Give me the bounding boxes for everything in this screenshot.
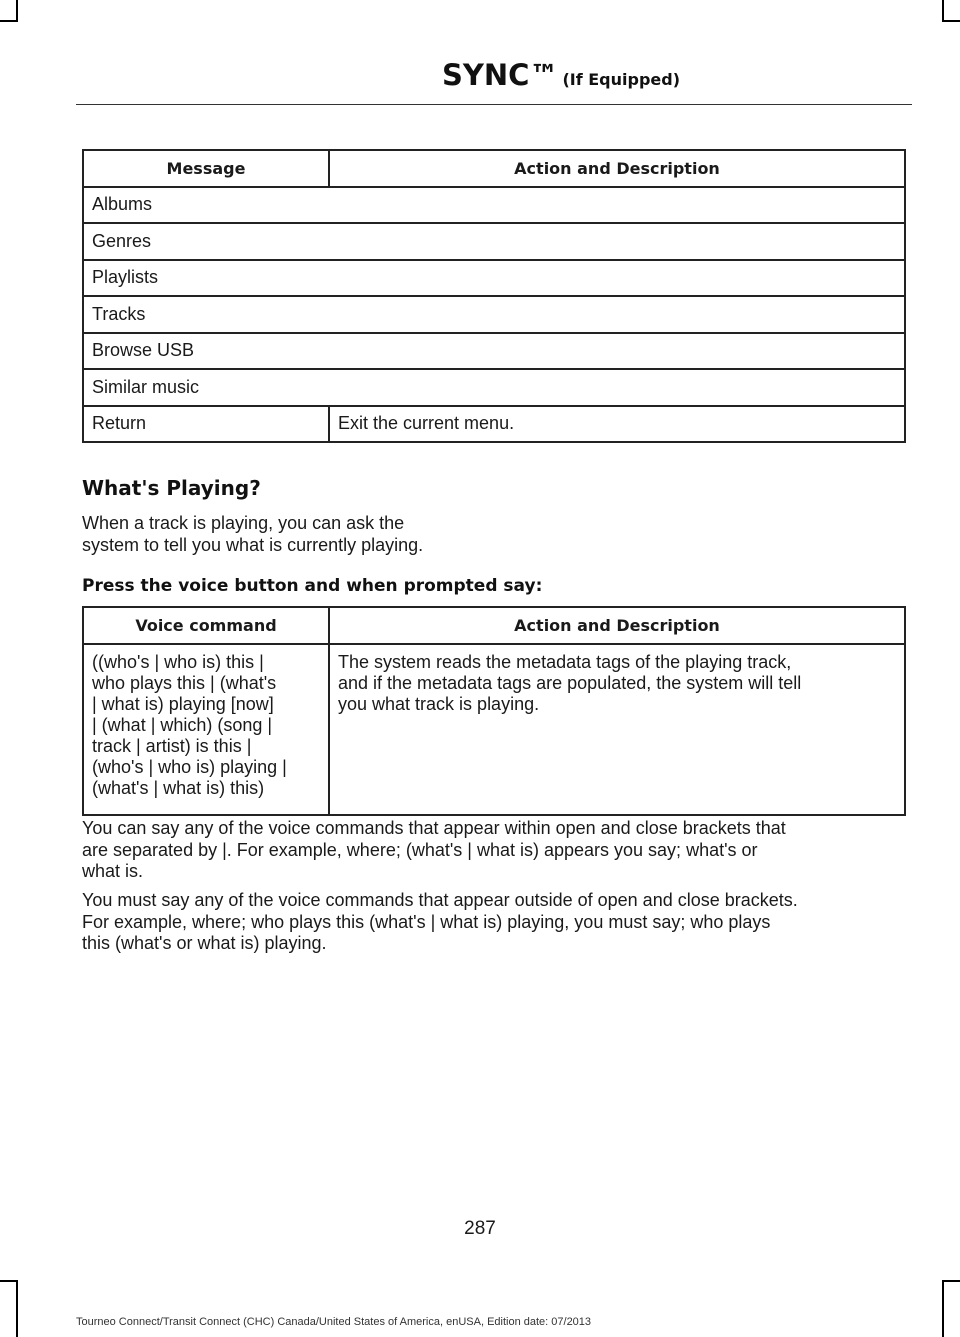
text-line: The system reads the metadata tags of the playing track,: [338, 652, 792, 672]
table-header-row: [83, 150, 905, 187]
text-line: track | artist) is this |: [92, 736, 252, 756]
crop-mark: [16, 0, 18, 20]
text-line: ((who's | who is) this |: [92, 652, 264, 672]
message-cell: Tracks: [83, 296, 905, 333]
table-row: [83, 644, 905, 815]
page-title: [442, 58, 680, 92]
voice-command-table: [82, 606, 906, 816]
crop-mark: [942, 20, 960, 22]
voice-command-cell: [83, 644, 329, 815]
table-header-row: [83, 607, 905, 644]
action-cell: [329, 644, 905, 815]
text-line: this (what's or what is) playing.: [82, 933, 327, 953]
table-row: [83, 260, 905, 297]
header-title-text: SYNC™: [442, 58, 559, 92]
crop-mark: [16, 1280, 18, 1337]
header-subtitle: (If Equipped): [562, 70, 681, 89]
text-line: (who's | who is) playing |: [92, 757, 287, 777]
text-line: and if the metadata tags are populated, the system will tell: [338, 673, 802, 693]
crop-mark: [0, 1280, 18, 1282]
paragraph-brackets-within: [82, 818, 786, 883]
column-header-message: Message: [83, 150, 329, 187]
footer-edition-info: Tourneo Connect/Transit Connect (CHC) Canada/United States of America, enUSA, Edition date: 07/2013: [76, 1316, 592, 1328]
messages-table: [82, 149, 906, 443]
message-cell: Similar music: [83, 369, 905, 406]
text-line: what is.: [82, 861, 144, 881]
text-line: (what's | what is) this): [92, 778, 265, 798]
text-line: You must say any of the voice commands that appear outside of open and close brackets.: [82, 890, 798, 910]
instruction-heading: Press the voice button and when prompted say:: [82, 576, 543, 596]
text-line: When a track is playing, you can ask the: [82, 513, 405, 533]
column-header-voice-command: Voice command: [83, 607, 329, 644]
message-cell: Browse USB: [83, 333, 905, 370]
message-cell: Playlists: [83, 260, 905, 297]
table-row: [83, 223, 905, 260]
text-line: are separated by |. For example, where; (what's | what is) appears you say; what's or: [82, 839, 758, 860]
page-header: [76, 52, 912, 105]
crop-mark: [0, 20, 18, 22]
text-line: who plays this | (what's: [92, 673, 277, 693]
text-line: For example, where; who plays this (what's | what is) playing, you must say; who plays: [82, 911, 771, 932]
crop-mark: [942, 1280, 960, 1282]
message-cell: Return: [83, 406, 329, 443]
text-line: | what is) playing [now]: [92, 694, 274, 714]
column-header-action: Action and Description: [329, 150, 905, 187]
text-line: You can say any of the voice commands that appear within open and close brackets that: [82, 818, 786, 838]
table-row: [83, 333, 905, 370]
table-row: [83, 369, 905, 406]
page-number: 287: [464, 1218, 496, 1239]
table-row: [83, 296, 905, 333]
section-heading: What's Playing?: [82, 476, 261, 500]
paragraph-brackets-outside: [82, 890, 798, 955]
text-line: | (what | which) (song |: [92, 715, 273, 735]
action-cell: Exit the current menu.: [329, 406, 905, 443]
message-cell: Genres: [83, 223, 905, 260]
text-line: system to tell you what is currently playing.: [82, 534, 424, 555]
crop-mark: [942, 1280, 944, 1337]
crop-mark: [942, 0, 944, 20]
intro-paragraph: [82, 513, 423, 556]
table-row: [83, 187, 905, 224]
column-header-action: Action and Description: [329, 607, 905, 644]
table-row: [83, 406, 905, 443]
text-line: you what track is playing.: [338, 694, 540, 714]
message-cell: Albums: [83, 187, 905, 224]
